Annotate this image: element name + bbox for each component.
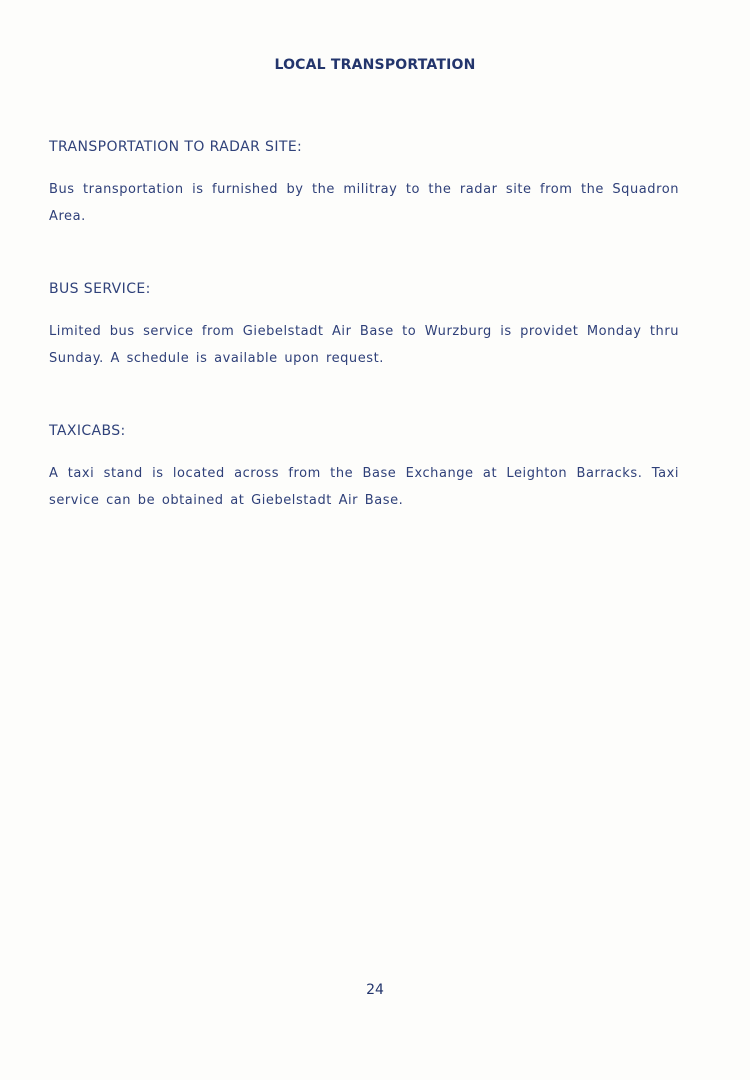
- section-taxicabs: [49, 423, 679, 514]
- section-paragraph: Limited bus service from Giebelstadt Air Base to Wurzburg is providet Monday thru Sunday. A schedule is available upon request.: [49, 324, 679, 366]
- section-paragraph: Bus transportation is furnished by the militray to the radar site from the Squadron Area.: [49, 182, 679, 224]
- page-title: LOCAL TRANSPORTATION: [274, 57, 476, 73]
- section-radar-site: [49, 139, 679, 230]
- section-heading: TRANSPORTATION TO RADAR SITE:: [49, 139, 303, 155]
- page-number: 24: [366, 982, 384, 998]
- section-paragraph: A taxi stand is located across from the Base Exchange at Leighton Barracks. Taxi service can be obtained at Giebelstadt Air Base.: [49, 466, 679, 508]
- section-heading: TAXICABS:: [49, 423, 126, 439]
- section-heading: BUS SERVICE:: [49, 281, 151, 297]
- section-bus-service: [49, 281, 679, 372]
